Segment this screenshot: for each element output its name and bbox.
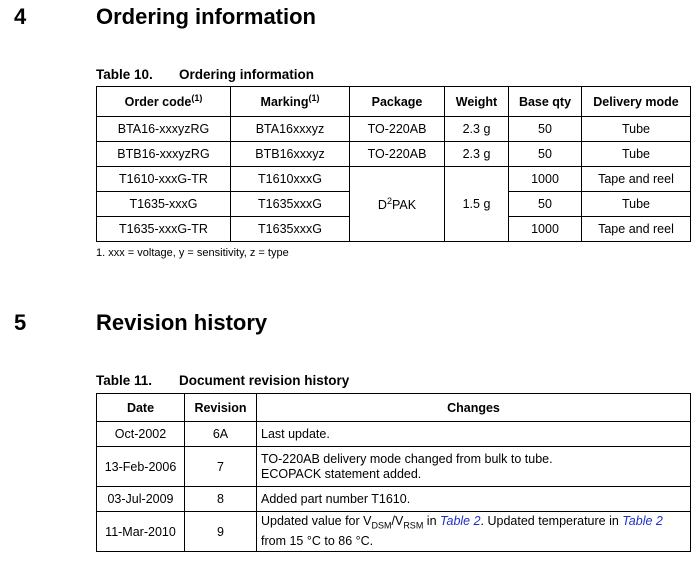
cell-changes: Last update. bbox=[257, 422, 691, 447]
cell-revision: 9 bbox=[185, 512, 257, 552]
table-label: Table 10. bbox=[96, 67, 153, 82]
revision-history-table bbox=[96, 393, 691, 552]
cell-package: TO-220AB bbox=[350, 142, 445, 167]
cell-order-code: T1635-xxxG-TR bbox=[97, 217, 231, 242]
cell-delivery-mode: Tube bbox=[582, 117, 691, 142]
cell-marking: T1610xxxG bbox=[231, 167, 350, 192]
section-number: 5 bbox=[14, 310, 27, 335]
cell-date: 13-Feb-2006 bbox=[97, 447, 185, 487]
cell-delivery-mode: Tape and reel bbox=[582, 167, 691, 192]
cell-base-qty: 50 bbox=[509, 117, 582, 142]
section-title: Revision history bbox=[96, 310, 268, 335]
cell-changes bbox=[257, 512, 691, 552]
change-line: TO-220AB delivery mode changed from bulk to tube. bbox=[261, 451, 553, 466]
cell-marking: BTA16xxxyz bbox=[231, 117, 350, 142]
cell-weight: 2.3 g bbox=[445, 142, 509, 167]
table-row bbox=[97, 117, 691, 142]
cell-changes bbox=[257, 447, 691, 487]
table-footnote: 1. xxx = voltage, y = sensitivity, z = type bbox=[96, 247, 289, 259]
cell-changes: Added part number T1610. bbox=[257, 487, 691, 512]
table-title: Document revision history bbox=[179, 373, 350, 388]
cell-base-qty: 1000 bbox=[509, 217, 582, 242]
cell-marking: BTB16xxxyz bbox=[231, 142, 350, 167]
cell-package-merged: $D^2PAK$ bbox=[350, 167, 445, 242]
header-base-qty: Base qty bbox=[509, 87, 582, 117]
change-line: Updated value for $V_{DSM}/V_{RSM}$ in Table 2. Updated temperature in Table 2 bbox=[261, 514, 663, 531]
table-row bbox=[97, 512, 691, 552]
cell-weight: 2.3 g bbox=[445, 117, 509, 142]
cell-date: 03-Jul-2009 bbox=[97, 487, 185, 512]
cell-delivery-mode: Tape and reel bbox=[582, 217, 691, 242]
header-package: Package bbox=[350, 87, 445, 117]
ordering-table bbox=[96, 86, 691, 242]
header-delivery-mode: Delivery mode bbox=[582, 87, 691, 117]
table-row bbox=[97, 167, 691, 192]
header-date: Date bbox=[97, 394, 185, 422]
cell-base-qty: 50 bbox=[509, 192, 582, 217]
header-marking: Marking$^{(1)}$ bbox=[231, 87, 350, 117]
section-title: Ordering information bbox=[96, 4, 316, 29]
table-label: Table 11. bbox=[96, 373, 153, 388]
cell-base-qty: 1000 bbox=[509, 167, 582, 192]
cell-revision: 8 bbox=[185, 487, 257, 512]
change-line: ECOPACK statement added. bbox=[261, 466, 422, 481]
table-caption bbox=[96, 373, 396, 389]
cell-order-code: T1635-xxxG bbox=[97, 192, 231, 217]
cell-order-code: BTB16-xxxyzRG bbox=[97, 142, 231, 167]
cell-order-code: BTA16-xxxyzRG bbox=[97, 117, 231, 142]
cell-order-code: T1610-xxxG-TR bbox=[97, 167, 231, 192]
cell-date: Oct-2002 bbox=[97, 422, 185, 447]
cell-delivery-mode: Tube bbox=[582, 192, 691, 217]
header-weight: Weight bbox=[445, 87, 509, 117]
table-row bbox=[97, 487, 691, 512]
table-header-row bbox=[97, 394, 691, 422]
header-revision: Revision bbox=[185, 394, 257, 422]
cell-revision: 7 bbox=[185, 447, 257, 487]
cell-revision: 6A bbox=[185, 422, 257, 447]
table-caption bbox=[96, 67, 396, 83]
header-order-code: Order code$^{(1)}$ bbox=[97, 87, 231, 117]
section-number: 4 bbox=[14, 4, 27, 29]
table-header-row bbox=[97, 87, 691, 117]
table-2-link[interactable]: Table 2 bbox=[440, 514, 481, 529]
table-row bbox=[97, 142, 691, 167]
change-line: from 15 °C to 86 °C. bbox=[261, 533, 374, 548]
cell-date: 11-Mar-2010 bbox=[97, 512, 185, 552]
cell-marking: T1635xxxG bbox=[231, 217, 350, 242]
header-changes: Changes bbox=[257, 394, 691, 422]
cell-delivery-mode: Tube bbox=[582, 142, 691, 167]
table-2-link[interactable]: Table 2 bbox=[622, 514, 663, 529]
cell-package: TO-220AB bbox=[350, 117, 445, 142]
cell-weight-merged: 1.5 g bbox=[445, 167, 509, 242]
cell-marking: T1635xxxG bbox=[231, 192, 350, 217]
table-row bbox=[97, 422, 691, 447]
cell-base-qty: 50 bbox=[509, 142, 582, 167]
table-row bbox=[97, 447, 691, 487]
table-title: Ordering information bbox=[179, 67, 314, 82]
